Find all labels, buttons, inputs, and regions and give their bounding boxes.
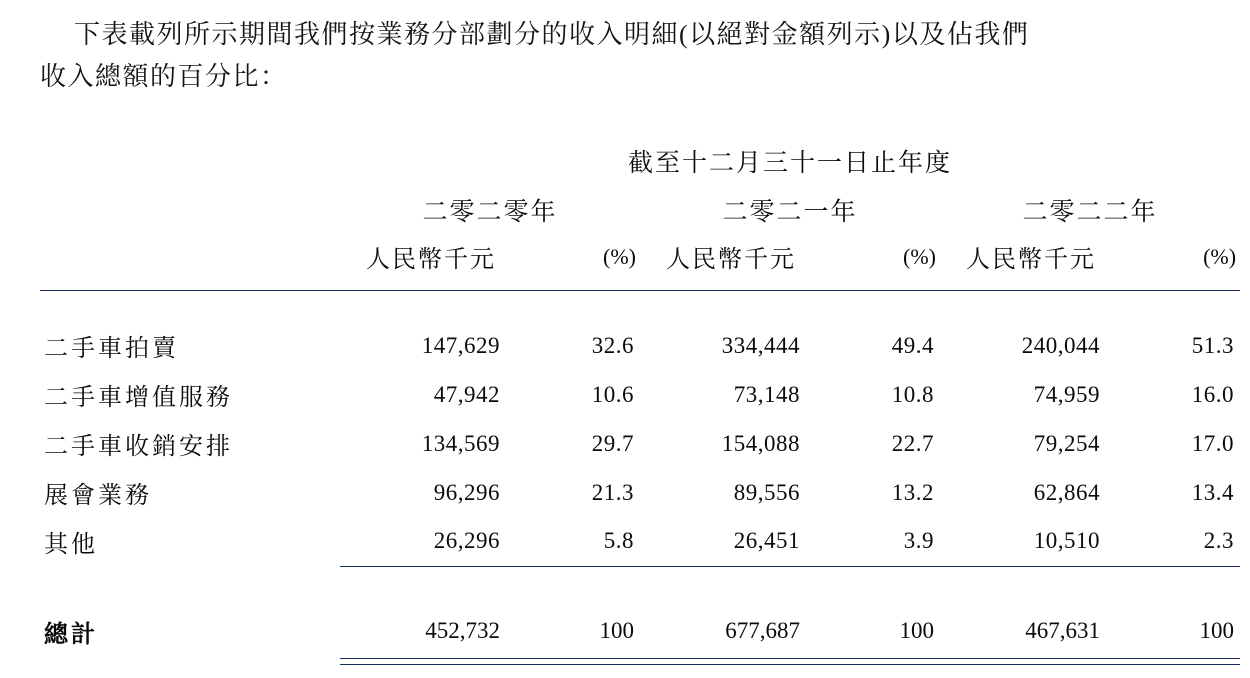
- row-value-2021: 26,451: [733, 528, 800, 554]
- row-pct-2022: 51.3: [1191, 332, 1235, 358]
- table-header-units-row: [40, 238, 1240, 291]
- row-value-2022: 240,044: [1021, 332, 1100, 358]
- row-value-2020: 134,569: [421, 430, 500, 456]
- row-pct-2020: 5.8: [603, 528, 634, 554]
- row-value-2021: 154,088: [721, 430, 800, 456]
- row-value-2022: 10,510: [1033, 528, 1100, 554]
- year-header-2020: 二零二零年: [422, 199, 558, 227]
- unit-label-2022: 人民幣千元: [966, 247, 1096, 274]
- table-total-row: [40, 604, 1240, 659]
- table-row: [40, 517, 1240, 566]
- row-value-2022: 74,959: [1033, 381, 1100, 407]
- row-pct-2022: 17.0: [1191, 430, 1235, 456]
- row-pct-2021: 49.4: [891, 332, 934, 358]
- year-header-2022: 二零二二年: [1022, 199, 1158, 227]
- period-header: 截至十二月三十一日止年度: [628, 150, 953, 178]
- row-pct-2021: 22.7: [891, 430, 934, 456]
- row-pct-2020: 21.3: [591, 479, 634, 505]
- total-pct-2021: 100: [899, 617, 934, 643]
- row-pct-2022: 2.3: [1203, 528, 1235, 554]
- row-label: 展會業務: [44, 483, 152, 510]
- row-pct-2021: 13.2: [891, 479, 934, 505]
- row-value-2022: 79,254: [1033, 430, 1100, 456]
- row-pct-2021: 10.8: [891, 381, 934, 407]
- intro-line-1: 下表載列所示期間我們按業務分部劃分的收入明細(以絕對金額列示)以及佔我們: [74, 20, 1030, 49]
- total-gap: [40, 568, 1240, 604]
- row-pct-2020: 10.6: [591, 381, 634, 407]
- intro-line-2: 收入總額的百分比：: [40, 62, 288, 92]
- total-pct-2022: 100: [1199, 617, 1235, 643]
- table-header-period-row: [40, 142, 1240, 191]
- row-value-2020: 96,296: [433, 479, 500, 505]
- row-label: 二手車增值服務: [44, 385, 233, 412]
- row-value-2020: 147,629: [421, 332, 500, 358]
- revenue-breakdown-table: [40, 142, 1240, 665]
- total-value-2022: 467,631: [1025, 617, 1100, 643]
- total-value-2020: 452,732: [425, 617, 500, 643]
- total-value-2021: 677,687: [725, 617, 800, 643]
- row-pct-2022: 16.0: [1191, 381, 1235, 407]
- units-spacer: [40, 238, 340, 291]
- row-pct-2020: 29.7: [591, 430, 634, 456]
- table-row: [40, 468, 1240, 517]
- table-row: [40, 321, 1240, 370]
- row-label: 其他: [44, 532, 98, 559]
- row-pct-2022: 13.4: [1191, 479, 1235, 505]
- intro-paragraph: [40, 14, 1210, 98]
- unit-label-2020: 人民幣千元: [366, 247, 496, 274]
- year-header-2021: 二零二一年: [722, 199, 858, 227]
- table-row: [40, 419, 1240, 468]
- total-pct-2020: 100: [599, 617, 634, 643]
- pct-label-2021: (%): [903, 243, 936, 269]
- row-label: 二手車拍賣: [44, 336, 179, 363]
- row-value-2021: 334,444: [721, 332, 800, 358]
- row-value-2020: 26,296: [433, 528, 500, 554]
- header-spacer: [40, 142, 340, 191]
- document-page: [0, 14, 1250, 678]
- unit-label-2021: 人民幣千元: [666, 247, 796, 274]
- row-value-2021: 73,148: [733, 381, 800, 407]
- pct-label-2022: (%): [1203, 243, 1237, 269]
- total-label: 總計: [44, 621, 98, 648]
- row-label: 二手車收銷安排: [44, 434, 233, 461]
- years-spacer: [40, 191, 340, 238]
- header-gap: [40, 293, 1240, 321]
- row-value-2022: 62,864: [1033, 479, 1100, 505]
- pct-label-2020: (%): [603, 243, 636, 269]
- table-header-years-row: [40, 191, 1240, 238]
- table-row: [40, 370, 1240, 419]
- row-value-2021: 89,556: [733, 479, 800, 505]
- row-pct-2021: 3.9: [903, 528, 934, 554]
- row-value-2020: 47,942: [433, 381, 500, 407]
- row-pct-2020: 32.6: [591, 332, 634, 358]
